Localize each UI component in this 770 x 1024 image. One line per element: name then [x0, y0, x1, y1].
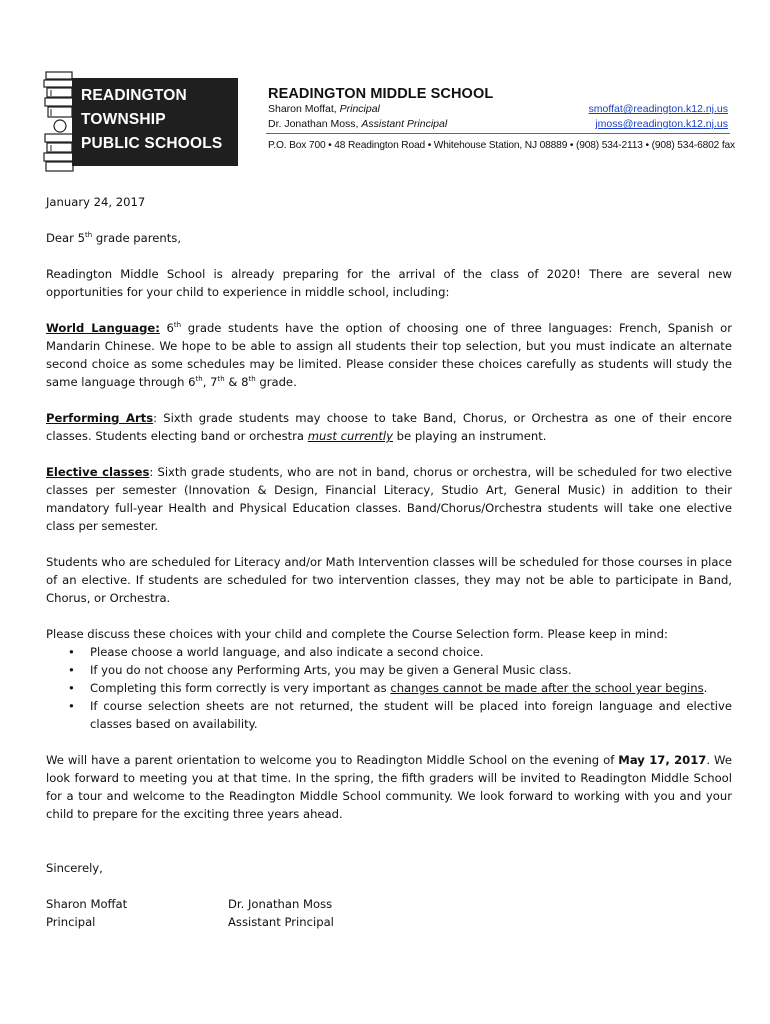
- principal-name: Sharon Moffat,: [268, 103, 337, 115]
- list-item: • If you do not choose any Performing Arts, you may be given a General Music class.: [90, 661, 732, 679]
- principal-line: [268, 103, 380, 115]
- school-address: P.O. Box 700 • 48 Readington Road • Whitehouse Station, NJ 08889 • (908) 534-2113 • (908) 534-6802 fax: [268, 140, 735, 151]
- signature-name: Sharon Moffat: [46, 897, 128, 911]
- logo-line: TOWNSHIP: [81, 111, 166, 128]
- performing-arts-heading: Performing Arts: [46, 411, 154, 425]
- principal-title: Principal: [339, 103, 380, 115]
- paragraph-text: grade.: [255, 375, 297, 389]
- reminder-list: [46, 643, 732, 733]
- paragraph-text: be playing an instrument.: [393, 429, 547, 443]
- letter-date: January 24, 2017: [46, 195, 146, 209]
- assistant-principal-line: [268, 118, 447, 130]
- header-divider: [266, 133, 730, 134]
- changes-warning: changes cannot be made after the school year begins: [390, 681, 704, 695]
- discuss-intro: Please discuss these choices with your child and complete the Course Selection form. Please keep in mind:: [46, 627, 668, 641]
- signature-assistant-principal: [228, 895, 334, 931]
- logo-line: READINGTON: [81, 87, 187, 104]
- greeting-text: Dear 5: [46, 231, 85, 245]
- letter-closing: Sincerely,: [46, 861, 103, 875]
- elective-classes-paragraph: [46, 463, 732, 535]
- ordinal-sup: th: [217, 375, 225, 384]
- school-logo: [42, 70, 240, 174]
- assistant-principal-title: Assistant Principal: [361, 118, 448, 130]
- logo-line: PUBLIC SCHOOLS: [81, 135, 223, 152]
- paragraph-text: : Sixth grade students, who are not in band, chorus or orchestra, will be scheduled for two elective classes per semester (Innovation & Design, Financial Literacy, Studio Art, General Music) in addition to their mandatory full-year Health and Physical Education classes. Band/Chorus/Orchestra students will take one elective class per semester.: [46, 465, 732, 533]
- elective-classes-heading: Elective classes: [46, 465, 150, 479]
- assistant-principal-name: Dr. Jonathan Moss,: [268, 118, 359, 130]
- list-item-text: .: [703, 681, 708, 695]
- intervention-paragraph: Students who are scheduled for Literacy and/or Math Intervention classes will be scheduled for those courses in place of an elective. If students are scheduled for two intervention classes, they may not be able to participate in Band, Chorus, or Orchestra.: [46, 555, 732, 605]
- paragraph-text: & 8: [224, 375, 249, 389]
- paragraph-text: , 7: [202, 375, 218, 389]
- school-name: READINGTON MIDDLE SCHOOL: [268, 86, 494, 102]
- paragraph-text: : Sixth grade students may choose to take Band, Chorus, or Orchestra as one of their encore classes. Students electing band or orchestra: [46, 411, 732, 443]
- signature-name: Dr. Jonathan Moss: [228, 897, 333, 911]
- signature-title: Assistant Principal: [228, 915, 334, 929]
- paragraph-text: grade students have the option of choosing one of three languages: French, Spanish or Mandarin Chinese. We hope to be able to assign all students their top selection, but you must indicate an alternate second choice as some schedules may be limited. Please consider these choices carefully as students will study the same language through 6: [46, 321, 733, 389]
- intro-paragraph: Readington Middle School is already preparing for the arrival of the class of 2020! There are several new opportunities for your child to experience in middle school, including:: [46, 267, 732, 299]
- orientation-paragraph: [46, 751, 732, 823]
- performing-arts-paragraph: [46, 409, 732, 445]
- paragraph-text: 6: [159, 321, 174, 335]
- greeting-sup: th: [85, 231, 93, 240]
- ordinal-sup: th: [173, 321, 182, 330]
- signature-principal: [46, 895, 127, 931]
- paragraph-text: We will have a parent orientation to welcome you to Readington Middle School on the evening of: [46, 753, 619, 767]
- paragraph-text: . We look forward to meeting you at that time. In the spring, the fifth graders will be invited to Readington Middle School for a tour and welcome to the Readington Middle School community. We look forward to working with you and your child to prepare for the exciting three years ahead.: [46, 753, 732, 821]
- list-item: [90, 679, 732, 697]
- list-item-text: Completing this form correctly is very important as: [90, 681, 391, 695]
- ordinal-sup: th: [195, 375, 203, 384]
- principal-email-link[interactable]: smoffat@readington.k12.nj.us: [588, 103, 728, 115]
- list-item: • Please choose a world language, and also indicate a second choice.: [90, 643, 732, 661]
- world-language-heading: World Language:: [46, 321, 160, 335]
- discuss-paragraph: [46, 625, 732, 733]
- letter-greeting: [46, 229, 732, 247]
- ordinal-sup: th: [248, 375, 256, 384]
- greeting-text: grade parents,: [92, 231, 182, 245]
- orientation-date: May 17, 2017: [618, 753, 707, 767]
- signature-title: Principal: [46, 915, 96, 929]
- list-item: • If course selection sheets are not returned, the student will be placed into foreign language and elective classes based on availability.: [90, 697, 732, 733]
- assistant-principal-email-link[interactable]: jmoss@readington.k12.nj.us: [595, 118, 728, 130]
- logo-wordmark: [72, 78, 238, 166]
- world-language-paragraph: [46, 319, 732, 391]
- must-currently-emphasis: must currently: [307, 429, 393, 443]
